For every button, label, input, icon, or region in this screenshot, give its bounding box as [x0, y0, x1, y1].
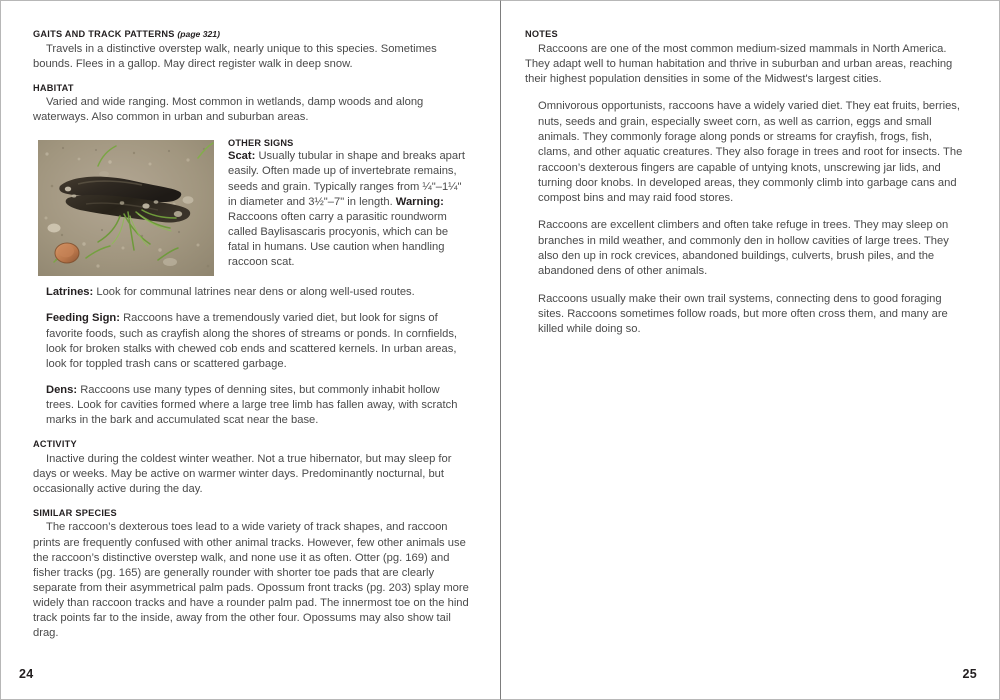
left-page-content — [1, 1, 500, 699]
section-heading-gaits-text: GAITS AND TRACK PATTERNS — [33, 29, 175, 39]
scat-text: Usually tubular in shape and breaks apart easily. Often made up of invertebrate remains, seeds and grain. Typically ranges from ¼"–1¼" in diameter and 3½"–7" in length. — [228, 150, 465, 208]
section-body-gaits: Travels in a distinctive overstep walk, nearly unique to this species. Sometimes bounds. Flees in a gallop. May direct register walk in deep snow. — [33, 42, 437, 70]
warning-text: Raccoons often carry a parasitic roundworm called Baylisascaris procyonis, which can be fatal in humans. Use caution when handling raccoon scat. — [228, 210, 449, 269]
notes-paragraph-4: Raccoons usually make their own trail systems, connecting dens to good foraging sites. Raccoons sometimes follow roads, but more often cross them, and many are killed while doing so. — [538, 292, 948, 336]
notes-paragraph-1: Raccoons are one of the most common medium-sized mammals in North America. They adapt well to human habitation and thrive in suburban and urban areas, reaching their highest population densities in some of the Midwest's largest cities. — [525, 42, 953, 86]
section-body-similar-species: The raccoon’s dexterous toes lead to a wide variety of track shapes, and raccoon prints are frequently confused with other animal tracks. However, few other animals use the raccoon’s distinctive overstep walk, and none use it as often. Otter (pg. 169) and fisher tracks (pg. 165) are generally rounder with shorter toe pads that are clearly separate from their asymmetrical palm pads. Opossum front tracks (pg. 203) splay more widely than raccoon tracks and have a rounder palm pad. The innermost toe on the hind track points far to the inside, away from the other four. Opossums may also show tail drag. — [33, 521, 469, 640]
raccoon-scat-photo — [38, 140, 214, 276]
latrines-label: Latrines: — [46, 286, 94, 299]
latrines-text: Look for communal latrines near dens or along well-used routes. — [93, 286, 415, 299]
section-habitat — [33, 83, 470, 126]
scat-label: Scat: — [228, 150, 256, 163]
page-number-right: 25 — [962, 667, 977, 681]
section-heading-notes: NOTES — [525, 29, 558, 39]
section-notes — [525, 29, 963, 338]
right-page-content — [501, 1, 999, 699]
feeding-sign-text: Raccoons have a tremendously varied diet, but look for signs of favorite foods, such as crayfish along the shores of streams or ponds. In cornfields, look for broken stalks with chewed cob ends and scattered kernels. In urban areas, look for toppled trash cans or scattered garbage. — [46, 312, 458, 370]
section-heading-gaits — [33, 29, 470, 41]
section-activity — [33, 439, 470, 497]
dens-label: Dens: — [46, 383, 78, 396]
other-signs-dens-paragraph — [33, 383, 470, 428]
notes-paragraph-2: Omnivorous opportunists, raccoons have a widely varied diet. They eat fruits, berries, nuts, seeds and grain, especially sweet corn, as well as carrion, eggs and small animals. They commonly forage along ponds or streams for crayfish, frogs, fish, clams, and other aquatic creatures. They also forage in trees and root for insects. The raccoon’s dexterous fingers are capable of untying knots, unscrewing jar lids, and turning door knobs. In developed areas, they commonly climb into garbage cans and compost bins and may raid food stores. — [538, 100, 963, 205]
section-heading-other-signs: OTHER SIGNS — [228, 138, 294, 149]
section-other-signs — [33, 138, 470, 282]
dens-text: Raccoons use many types of denning sites, but commonly inhabit hollow trees. Look for cavities formed where a large tree limb has fallen away, with scratch marks in the bark and accumulated scat near the base. — [46, 383, 458, 427]
warning-label: Warning: — [395, 195, 444, 208]
other-signs-feeding-paragraph — [33, 311, 470, 371]
section-heading-habitat-text: HABITAT — [33, 82, 74, 93]
feeding-sign-label: Feeding Sign: — [46, 312, 120, 325]
section-heading-habitat — [33, 83, 470, 95]
right-page — [500, 0, 1000, 700]
section-heading-gaits-pageref: (page 321) — [177, 29, 220, 39]
notes-paragraph-3: Raccoons are excellent climbers and often take refuge in trees. They may sleep on branches in mild weather, and commonly den in hollow cavities of large trees. They also den up in rock crevices, abandoned buildings, culverts, brush piles, and the abandoned dens of other animals. — [538, 219, 949, 278]
section-gaits-and-track-patterns — [33, 29, 470, 72]
section-heading-similar-species: SIMILAR SPECIES — [33, 507, 117, 518]
other-signs-latrines-paragraph — [33, 285, 470, 300]
page-number-left: 24 — [19, 667, 34, 681]
section-body-habitat: Varied and wide ranging. Most common in wetlands, damp woods and along waterways. Also common in urban and suburban areas. — [33, 96, 424, 124]
section-heading-activity: ACTIVITY — [33, 439, 77, 450]
section-similar-species — [33, 508, 470, 641]
section-body-activity: Inactive during the coldest winter weather. Not a true hibernator, but may sleep for days or weeks. May be active on warmer winter days. Predominantly nocturnal, but occasionally active during the day. — [33, 452, 452, 495]
